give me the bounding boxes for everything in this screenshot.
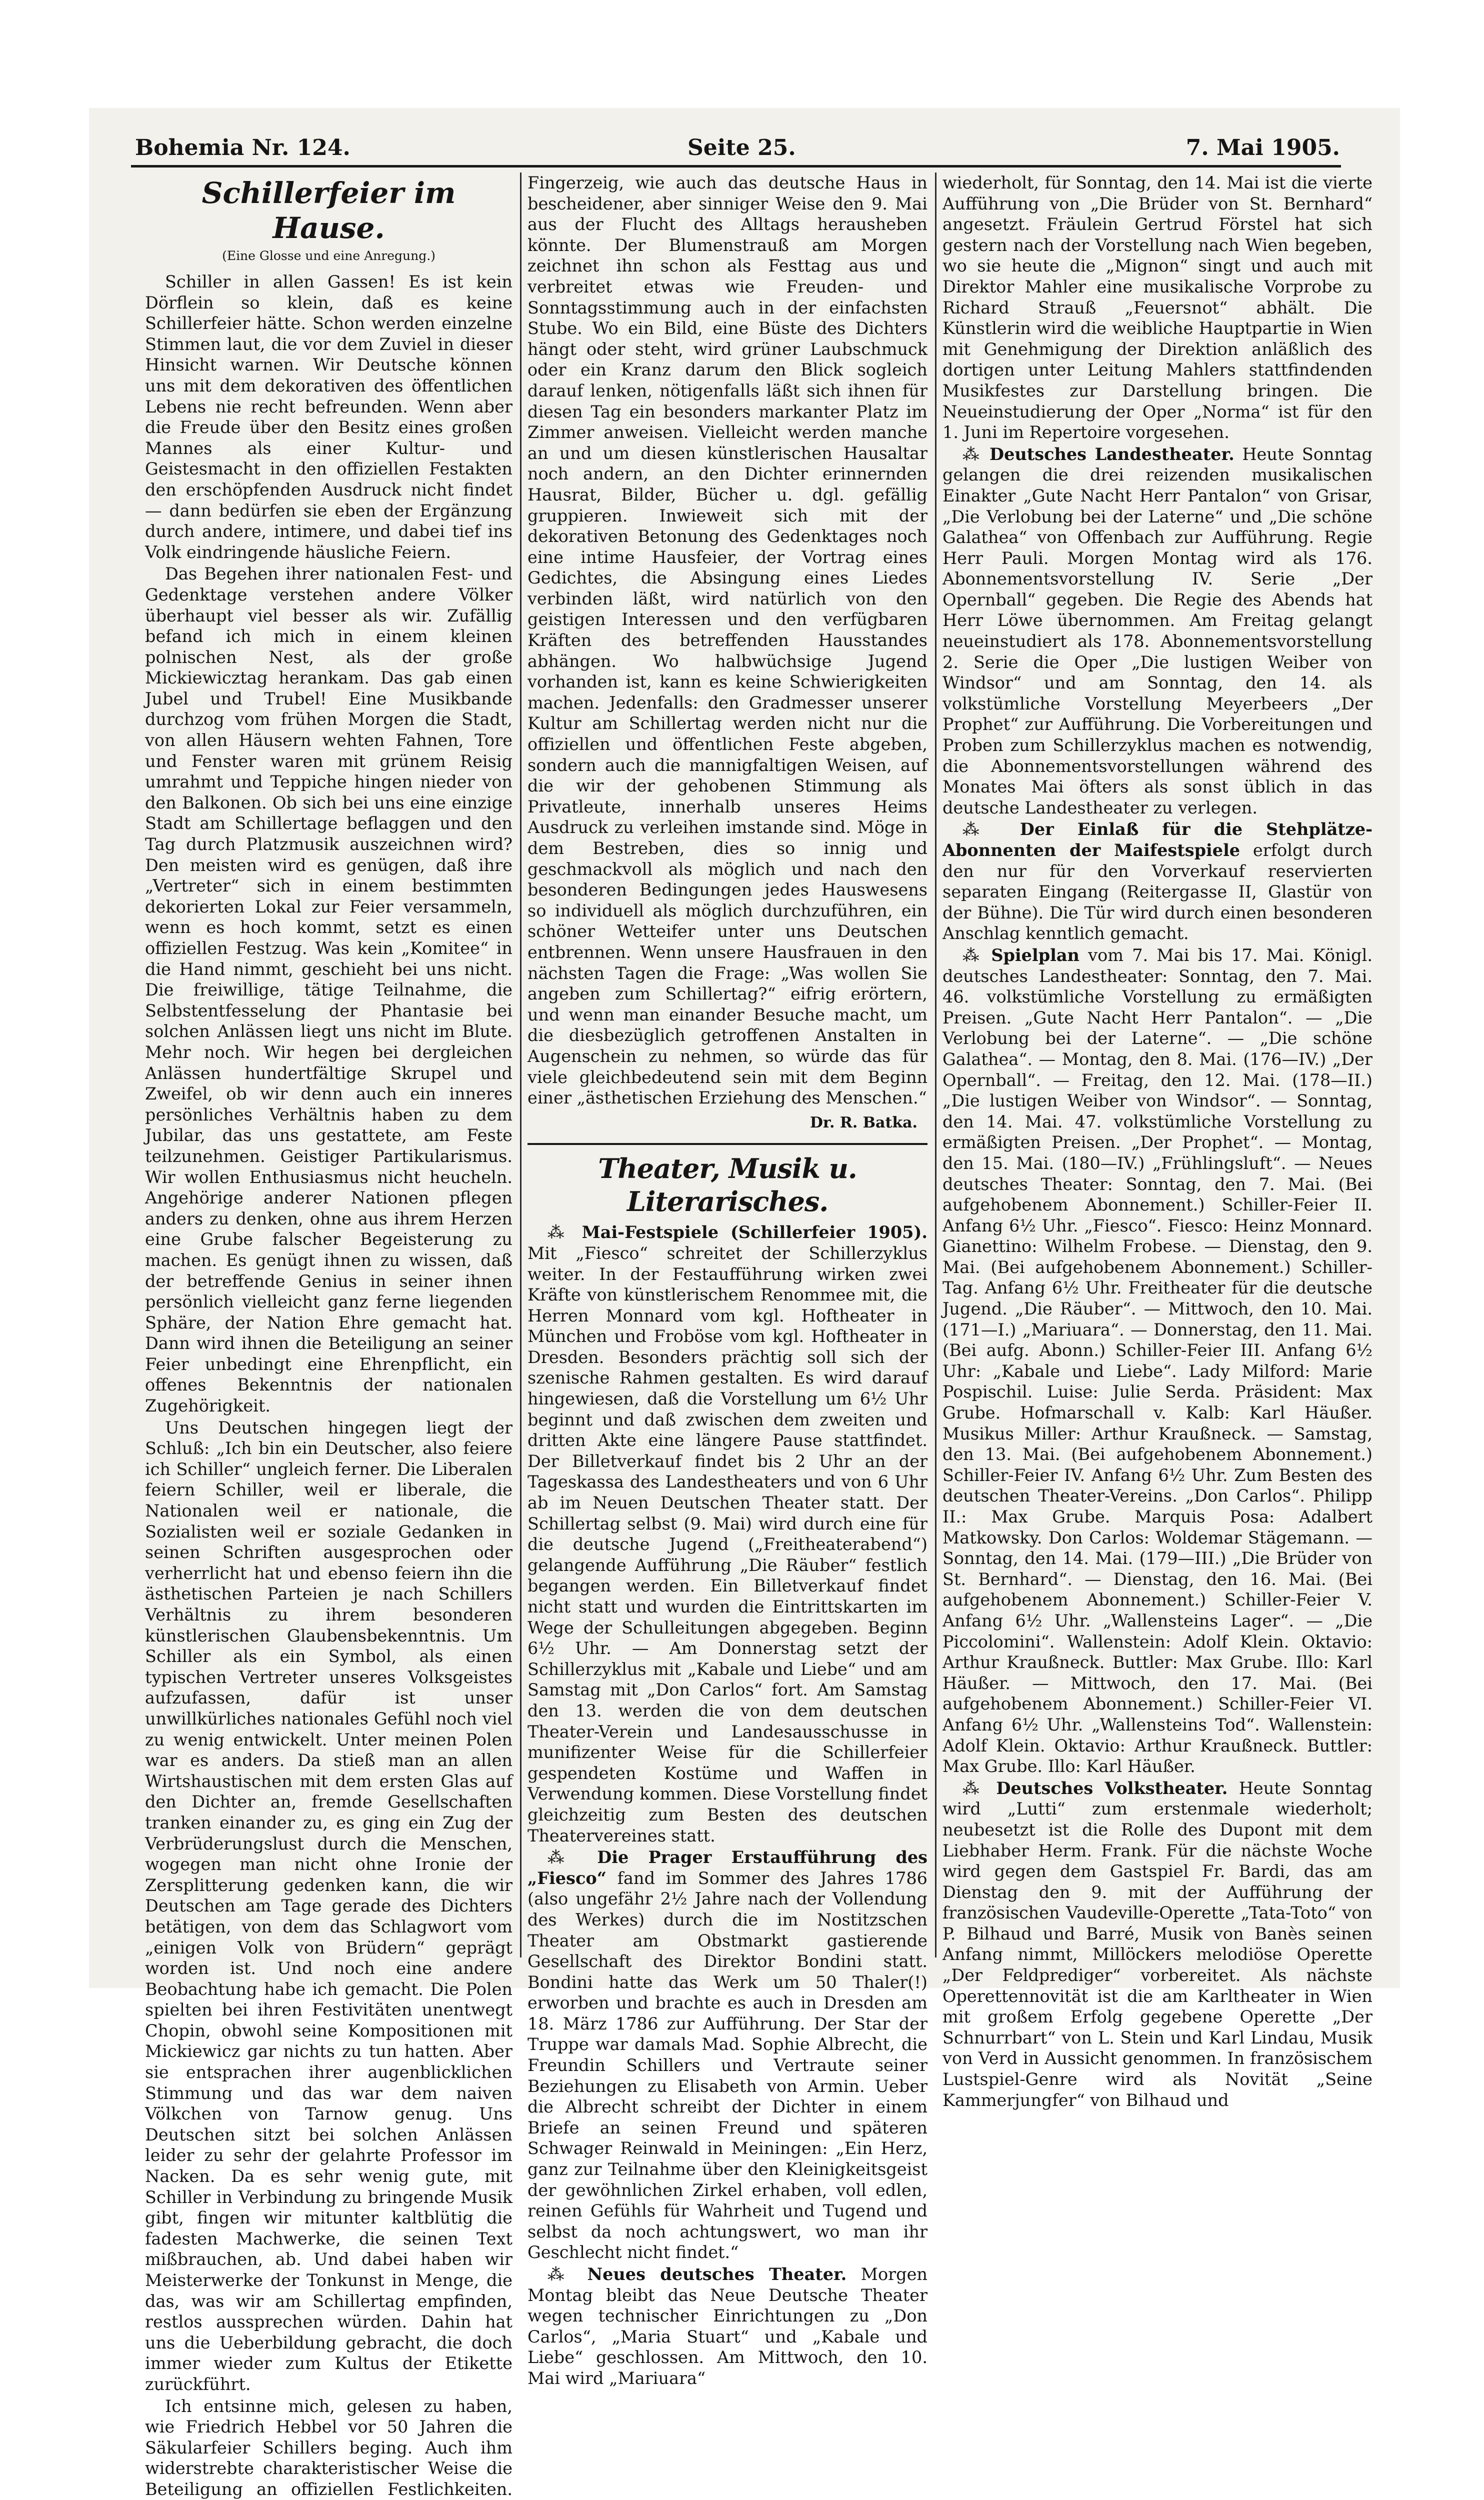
paragraph: Fingerzeig, wie auch das deutsche Haus in bescheidener, aber sinniger Weise den 9. Mai aus der Flucht des Alltags herausheben könnte. Der Blumenstrauß am Morgen zeichnet ihn schon als Festtag aus und verbreitet etwas wie Freuden- und Sonntagsstimmung auch in der einfachsten Stube. Wo ein Bild, eine Büste des Dichters hängt oder steht, wird grüner Laubschmuck oder ein Kranz darum den Blick sogleich darauf lenken, nötigenfalls läßt sich ihnen für diesen Tag ein besonders markanter Platz im Zimmer anweisen. Vielleicht werden manche an und um diesen künstlerischen Hausaltar noch andern, an den Dichter erinnernden Hausrat, Bilder, Bücher u. dgl. gefällig gruppieren. Inwieweit sich mit der dekorativen Betonung des Gedenktages noch eine intime Hausfeier, der Vortrag eines Gedichtes, die Absingung eines Liedes verbinden läßt, wird natürlich von den geistigen Interessen und den verfügbaren Kräften des betreffenden Hausstandes abhängen. Wo halbwüchsige Jugend vorhanden ist, kann es keine Schwierigkeiten machen. Jedenfalls: den Gradmesser unserer Kultur am Schillertag werden nicht nur die offiziellen und öffentlichen Feste abgeben, sondern auch die mannigfaltigen Weisen, auf die wir der gehobenen Stimmung als Privatleute, innerhalb unseres Heims Ausdruck zu verleihen imstande sind. Möge in dem Bestreben, dies so innig und geschmackvoll als möglich und nach den besonderen Bedingungen jedes Hauswesens so individuell als möglich durchzuführen, ein schöner Wetteifer unter uns Deutschen entbrennen. Wenn unsere Hausfrauen in den nächsten Tagen die Frage: „Was wollen Sie angeben zum Schillertag?“ eifrig erörtern, und wenn man einander Besuche macht, um die diesbezüglich getroffenen Anstalten in Augenschein zu nehmen, so würde das für viele gleichbedeutend sein mit dem Beginn einer „ästhetischen Erziehung des Menschen.“: [528, 173, 928, 1108]
news-item: ⁂ Die Prager Erstaufführung des „Fiesco“ fand im Sommer des Jahres 1786 (also ungefähr 2½ Jahre nach der Vollendung des Werkes) durch die im Nostitzschen Theater am Obstmarkt gastierende Gesellschaft des Direktor Bondini statt. Bondini hatte das Werk um 50 Thaler(!) erworben und brachte es auch in Dresden am 18. März 1786 zur Aufführung. Der Star der Truppe war damals Mad. Sophie Albrecht, die Freundin Schillers und Vertraute seiner Beziehungen zu Elisabeth von Armin. Ueber die Albrecht schreibt der Dichter in einem Briefe an seinen Freund und späteren Schwager Reinwald in Meiningen: „Ein Herz, ganz zur Teilnahme über den Kleinigkeitsgeist der gewöhnlichen Zirkel erhaben, voll edlen, reinen Gefühls für Wahrheit und Tugend und selbst da noch achtungswert, wo man ihr Geschlecht nicht findet.“: [528, 1848, 928, 2262]
author-signature: Dr. R. Batka.: [810, 1114, 918, 1132]
page-header: [135, 131, 1340, 166]
news-item-text: erfolgt durch den nur für den Vorverkauf reservierten separaten Eingang (Reitergasse II, Glastür von der Bühne). Die Tür wird durch einen besonderen Anschlag kenntlich gemacht.: [942, 840, 1373, 944]
news-item: ⁂ Deutsches Landestheater. Heute Sonntag gelangen die drei reizenden musikalischen Einakter „Gute Nacht Herr Pantalon“ von Grisar, „Die Verlobung bei der Laterne“ und „Die schöne Galathea“ von Offenbach zur Aufführung. Regie Herr Pauli. Morgen Montag wird als 176. Abonnementsvorstellung IV. Serie „Der Opernball“ gegeben. Die Regie des Abends hat Herr Löwe übernommen. Am Freitag gelangt neueinstudiert als 178. Abonnementsvorstellung 2. Serie die Oper „Die lustigen Weiber von Windsor“ und am Sonntag, den 14. als volkstümliche Vorstellung Meyerbeers „Der Prophet“ zur Aufführung. Die Vorbereitungen und Proben zum Schillerzyklus machen es notwendig, die Abonnementsvorstellungen während des Monates Mai öfters als sonst üblich in das deutsche Landestheater zu verlegen.: [942, 444, 1372, 818]
news-item: ⁂ Der Einlaß für die Stehplätze-Abonnenten der Maifestspiele erfolgt durch den nur für den Vorverkauf reservierten separaten Eingang (Reitergasse II, Glastür von der Bühne). Die Tür wird durch einen besonderen Anschlag kenntlich gemacht.: [942, 820, 1373, 944]
news-item-text: Morgen Montag bleibt das Neue Deutsche Theater wegen technischer Einrichtungen zu „Don Carlos“, „Maria Stuart“ und „Kabale und Liebe“ geschlossen. Am Mittwoch, den 10. Mai wird „Mariuara“: [528, 2264, 928, 2388]
news-item-head: Deutsches Volkstheater.: [996, 1778, 1228, 1798]
news-item-text: Mit „Fiesco“ schreitet der Schillerzyklus weiter. In der Festaufführung wirken zwei Kräfte von künstlerischem Renommee mit, die Herren Monnard vom kgl. Hoftheater in München und Froböse vom kgl. Hoftheater in Dresden. Besonders prächtig soll sich der szenische Rahmen gestalten. Es wird darauf hingewiesen, daß die Vorstellung um 6½ Uhr beginnt und daß zwischen dem zweiten und dritten Akte eine längere Pause stattfindet. Der Billetverkauf findet bis 2 Uhr an der Tageskassa des Landestheaters und von 6 Uhr ab im Neuen Deutschen Theater statt. Der Schillertag selbst (9. Mai) wird durch eine für die deutsche Jugend („Freitheaterabend“) gelangende Aufführung „Die Räuber“ festlich begangen werden. Ein Billetverkauf findet nicht statt und wurden die Eintrittskarten im Wege der Schulleitungen abgegeben. Beginn 6½ Uhr. — Am Donnerstag setzt der Schillerzyklus mit „Kabale und Liebe“ und am Samstag mit „Don Carlos“ fort. Am Samstag den 13. werden die von dem deutschen Theater-Verein und Landesausschusse in munifizenter Weise für die Schillerfeier gespendeten Kostüme und Waffen in Verwendung kommen. Diese Vorstellung findet gleichzeitig zum Besten des deutschen Theatervereines statt.: [528, 1243, 928, 1846]
paragraph: Schiller in allen Gassen! Es ist kein Dörflein so klein, daß es keine Schillerfeier hätte. Schon werden einzelne Stimmen laut, die vor dem Zuviel in dieser Hinsicht warnen. Wir Deutsche können uns mit dem dekorativen des öffentlichen Lebens nie recht befreunden. Wenn aber die Freude über den Besitz eines großen Mannes als einer Kultur- und Geistesmacht in den offiziellen Festakten den erschöpfenden Ausdruck nicht findet — dann bedürfen sie eben der Ergänzung durch andere, intimere, und dabei tief ins Volk eindringende häusliche Feiern.: [145, 272, 512, 562]
paragraph: Das Begehen ihrer nationalen Fest- und Gedenktage verstehen andere Völker überhaupt viel besser als wir. Zufällig befand ich mich in einem kleinen polnischen Nest, als der große Mickiewicztag herankam. Das gab einen Jubel und Trubel! Eine Musikbande durchzog vom frühen Morgen die Stadt, von allen Häusern wehten Fahnen, Tore und Fenster waren mit grünem Reisig umrahmt und Teppiche hingen nieder von den Balkonen. Ob sich bei uns eine einzige Stadt am Schillertage beflaggen und den Tag durch Platzmusik auszeichnen wird? Den meisten wird es genügen, daß ihre „Vertreter“ sich in einem bestimmten dekorierten Lokal zur Feier versammeln, wenn es hoch kommt, setzt es einen offiziellen Festzug. Was kein „Komitee“ in die Hand nimmt, geschieht bei uns nicht. Die freiwillige, tätige Teilnahme, die Selbstentfesselung der Phantasie bei solchen Anlässen liegt uns nicht im Blute. Mehr noch. Wir hegen bei dergleichen Anlässen hundertfältige Skrupel und Zweifel, ob wir denn auch ein inneres persönliches Verhältnis haben zu dem Jubilar, das uns gestattete, am Feste teilzunehmen. Geistiger Partikularismus. Wir wollen Enthusiasmus nicht heucheln. Angehörige anderer Nationen pflegen anders zu denken, ohne aus ihrem Herzen eine Grube falscher Begeisterung zu machen. Es genügt ihnen zu wissen, daß der betreffende Genius in seiner ihnen persönlich vielleicht ganz ferne liegenden Sphäre, der Nation Ehre gemacht hat. Dann wird ihnen die Beteiligung an seiner Feier unbedingt eine Ehrenpflicht, ein offenes Bekenntnis der nationalen Zugehörigkeit.: [145, 564, 512, 1416]
column-2: [528, 172, 928, 2388]
column-1: [145, 172, 512, 2499]
column-3: [942, 172, 1373, 2110]
news-item: ⁂ Neues deutsches Theater. Morgen Montag bleibt das Neue Deutsche Theater wegen technischer Einrichtungen zu „Don Carlos“, „Maria Stuart“ und „Kabale und Liebe“ geschlossen. Am Mittwoch, den 10. Mai wird „Mariuara“: [528, 2264, 928, 2388]
news-item: ⁂ Deutsches Volkstheater. Heute Sonntag wird „Lutti“ zum erstenmale wiederholt; neubesetzt ist die Rolle des Dupont mit dem Liebhaber Herm. Frank. Für die nächste Woche wird gegen dem Gastspiel Fr. Bardi, das am Dienstag den 9. mit der Aufführung der französischen Vaudeville-Operette „Tata-Toto“ von P. Bilhaud und Barré, Musik von Banès seinen Anfang nimmt, Millöckers melodiöse Operette „Der Feldprediger“ vorbereitet. Als nächste Operettennovität ist die am Karltheater in Wien mit großem Erfolg gegebene Operette „Der Schnurrbart“ von L. Stein und Karl Lindau, Musik von Verd in Aussicht genommen. In französischem Lustspiel-Genre wird als Novität „Seine Kammerjungfer“ von Bilhaud und: [942, 1778, 1372, 2110]
news-item-text: vom 7. Mai bis 17. Mai. Königl. deutsches Landestheater: Sonntag, den 7. Mai. 46. volkstümliche Vorstellung zu ermäßigten Preisen. „Gute Nacht Herr Pantalon“. — „Die Verlobung bei der Laterne“. — „Die schöne Galathea“. — Montag, den 8. Mai. (176—IV.) „Der Opernball“. — Freitag, den 12. Mai. (178—II.) „Die lustigen Weiber von Windsor“. — Sonntag, den 14. Mai. 47. volkstümliche Vorstellung zu ermäßigten Preisen. „Der Prophet“. — Montag, den 15. Mai. (180—IV.) „Frühlingsluft“. — Neues deutsches Theater: Sonntag, den 7. Mai. (Bei aufgehobenem Abonnement.) Schiller-Feier II. Anfang 6½ Uhr. „Fiesco“. Fiesco: Heinz Monnard. Gianettino: Wilhelm Frobese. — Dienstag, den 9. Mai. (Bei aufgehobenem Abonnement.) Schiller-Tag. Anfang 6½ Uhr. Freitheater für die deutsche Jugend. „Die Räuber“. — Mittwoch, den 10. Mai. (171—I.) „Mariuara“. — Donnerstag, den 11. Mai. (Bei aufg. Abonn.) Schiller-Feier III. Anfang 6½ Uhr: „Kabale und Liebe“. Lady Milford: Marie Pospischil. Luise: Julie Serda. Präsident: Max Grube. Hofmarschall v. Kalb: Karl Häußer. Musikus Miller: Arthur Kraußneck. — Samstag, den 13. Mai. (Bei aufgehobenem Abonnement.) Schiller-Feier IV. Anfang 6½ Uhr. Zum Besten des deutschen Theater-Vereins. „Don Carlos“. Philipp II.: Max Grube. Marquis Posa: Adalbert Matkowsky. Don Carlos: Woldemar Stägemann. — Sonntag, den 14. Mai. (179—III.) „Die Brüder von St. Bernhard“. — Dienstag, den 16. Mai. (Bei aufgehobenem Abonnement.) Schiller-Feier V. Anfang 6½ Uhr. „Wallensteins Lager“. — „Die Piccolomini“. Wallenstein: Adolf Klein. Oktavio: Arthur Kraußneck. Buttler: Max Grube. Illo: Karl Häußer. — Mittwoch, den 17. Mai. (Bei aufgehobenem Abonnement.) Schiller-Feier VI. Anfang 6½ Uhr. „Wallensteins Tod“. Wallenstein: Adolf Klein. Oktavio: Arthur Kraußneck. Buttler: Max Grube. Illo: Karl Häußer.: [942, 945, 1372, 1776]
page-number: Seite 25.: [688, 135, 796, 160]
column-divider-2: [935, 172, 936, 1958]
news-item: ⁂ Mai-Festspiele (Schillerfeier 1905). Mit „Fiesco“ schreitet der Schillerzyklus weiter. In der Festaufführung wirken zwei Kräfte von künstlerischem Renommee mit, die Herren Monnard vom kgl. Hoftheater in München und Froböse vom kgl. Hoftheater in Dresden. Besonders prächtig soll sich der szenische Rahmen gestalten. Es wird darauf hingewiesen, daß die Vorstellung um 6½ Uhr beginnt und daß zwischen dem zweiten und dritten Akte eine längere Pause stattfindet. Der Billetverkauf findet bis 2 Uhr an der Tageskassa des Landestheaters und von 6 Uhr ab im Neuen Deutschen Theater statt. Der Schillertag selbst (9. Mai) wird durch eine für die deutsche Jugend („Freitheaterabend“) gelangende Aufführung „Die Räuber“ festlich begangen werden. Ein Billetverkauf findet nicht statt und wurden die Eintrittskarten im Wege der Schulleitungen abgegeben. Beginn 6½ Uhr. — Am Donnerstag setzt der Schillerzyklus mit „Kabale und Liebe“ und am Samstag mit „Don Carlos“ fort. Am Samstag den 13. werden die von dem deutschen Theater-Verein und Landesausschusse in munifizenter Weise für die Schillerfeier gespendeten Kostüme und Waffen in Verwendung kommen. Diese Vorstellung findet gleichzeitig zum Besten des deutschen Theatervereines statt.: [528, 1222, 928, 1846]
masthead-issue: Bohemia Nr. 124.: [135, 135, 350, 160]
header-rule: [131, 165, 1341, 168]
news-item-head: Deutsches Landestheater.: [990, 444, 1234, 464]
news-item-head: Mai-Festspiele (Schillerfeier 1905).: [582, 1222, 928, 1242]
article-title: Schillerfeier im Hause.: [202, 176, 456, 245]
issue-date: 7. Mai 1905.: [1186, 135, 1340, 160]
news-item-text: fand im Sommer des Jahres 1786 (also ungefähr 2½ Jahre nach der Vollendung des Werkes) durch die im Nostitzschen Theater am Obstmarkt gastierende Gesellschaft des Direktor Bondini statt. Bondini hatte das Werk um 50 Thaler(!) erworben und brachte es auch in Dresden am 18. März 1786 zur Aufführung. Der Star der Truppe war damals Mad. Sophie Albrecht, die Freundin Schillers und Vertraute seiner Beziehungen zu Elisabeth von Armin. Ueber die Albrecht schreibt der Dichter in einem Briefe an seinen Freund und späteren Schwager Reinwald in Meiningen: „Ein Herz, ganz zur Teilnahme über den Kleinigkeitsgeist der gewöhnlichen Zirkel erhaben, voll edlen, reinen Gefühls für Wahrheit und Tugend und selbst da noch achtungswert, wo man ihr Geschlecht nicht findet.“: [528, 1868, 928, 2262]
news-item-text: Heute Sonntag wird „Lutti“ zum erstenmale wiederholt; neubesetzt ist die Rolle des Dupont mit dem Liebhaber Herm. Frank. Für die nächste Woche wird gegen dem Gastspiel Fr. Bardi, das am Dienstag den 9. mit der Aufführung der französischen Vaudeville-Operette „Tata-Toto“ von P. Bilhaud und Barré, Musik von Banès seinen Anfang nimmt, Millöckers melodiöse Operette „Der Feldprediger“ vorbereitet. Als nächste Operettennovität ist die am Karltheater in Wien mit großem Erfolg gegebene Operette „Der Schnurrbart“ von L. Stein und Karl Lindau, Musik von Verd in Aussicht genommen. In französischem Lustspiel-Genre wird als Novität „Seine Kammerjungfer“ von Bilhaud und: [942, 1778, 1372, 2110]
paragraph: Uns Deutschen hingegen liegt der Schluß: „Ich bin ein Deutscher, also feiere ich Schiller“ ungleich ferner. Die Liberalen feiern Schiller, weil er liberale, die Nationalen weil er nationale, die Sozialisten weil er soziale Gedanken in seinen Schriften ausgesprochen oder verherrlicht hat und ebenso feiern ihn die ästhetischen Parteien je nach Schillers Verhältnis zu ihrem besonderen künstlerischen Glaubensbekenntnis. Um Schiller als ein Symbol, als einen typischen Vertreter unseres Volksgeistes aufzufassen, dafür ist unser unwillkürliches nationales Gefühl noch viel zu wenig entwickelt. Unter meinen Polen war es anders. Da stieß man an allen Wirtshaustischen mit dem ersten Glas auf den Dichter an, fremde Gesellschaften tranken einander zu, es ging ein Zug der Verbrüderungslust durch die Menschen, wogegen man nicht ohne Ironie der Zersplitterung gedenken kann, die wir Deutschen am Tage gerade des Dichters betätigen, von dem das Schlagwort vom „einigen Volk von Brüdern“ geprägt worden ist. Und noch eine andere Beobachtung habe ich gemacht. Die Polen spielten bei ihren Festivitäten unentwegt Chopin, obwohl seine Kompositionen mit Mickiewicz gar nichts zu tun hatten. Aber sie entsprachen ihrer augenblicklichen Stimmung und das war dem naiven Völkchen von Tarnow genug. Uns Deutschen sitzt bei solchen Anlässen leider zu sehr der gelahrte Professor im Nacken. Da es sehr wenig gute, mit Schiller in Verbindung zu bringende Musik gibt, fingen wir mitunter kaltblütig die fadesten Machwerke, die seinen Text mißbrauchen, ab. Und dabei haben wir Meisterwerke der Tonkunst in Menge, die das, was wir am Schillertag empfinden, restlos aussprechen würden. Dahin hat uns die Ueberbildung gebracht, die doch immer wieder zum Kultus der Etikette zurückführt.: [145, 1418, 512, 2394]
news-item-head: Neues deutsches Theater.: [587, 2264, 847, 2284]
news-item: ⁂ Spielplan vom 7. Mai bis 17. Mai. Königl. deutsches Landestheater: Sonntag, den 7. Mai. 46. volkstümliche Vorstellung zu ermäßigten Preisen. „Gute Nacht Herr Pantalon“. — „Die Verlobung bei der Laterne“. — „Die schöne Galathea“. — Montag, den 8. Mai. (176—IV.) „Der Opernball“. — Freitag, den 12. Mai. (178—II.) „Die lustigen Weiber von Windsor“. — Sonntag, den 14. Mai. 47. volkstümliche Vorstellung zu ermäßigten Preisen. „Der Prophet“. — Montag, den 15. Mai. (180—IV.) „Frühlingsluft“. — Neues deutsches Theater: Sonntag, den 7. Mai. (Bei aufgehobenem Abonnement.) Schiller-Feier II. Anfang 6½ Uhr. „Fiesco“. Fiesco: Heinz Monnard. Gianettino: Wilhelm Frobese. — Dienstag, den 9. Mai. (Bei aufgehobenem Abonnement.) Schiller-Tag. Anfang 6½ Uhr. Freitheater für die deutsche Jugend. „Die Räuber“. — Mittwoch, den 10. Mai. (171—I.) „Mariuara“. — Donnerstag, den 11. Mai. (Bei aufg. Abonn.) Schiller-Feier III. Anfang 6½ Uhr: „Kabale und Liebe“. Lady Milford: Marie Pospischil. Luise: Julie Serda. Präsident: Max Grube. Hofmarschall v. Kalb: Karl Häußer. Musikus Miller: Arthur Kraußneck. — Samstag, den 13. Mai. (Bei aufgehobenem Abonnement.) Schiller-Feier IV. Anfang 6½ Uhr. Zum Besten des deutschen Theater-Vereins. „Don Carlos“. Philipp II.: Max Grube. Marquis Posa: Adalbert Matkowsky. Don Carlos: Woldemar Stägemann. — Sonntag, den 14. Mai. (179—III.) „Die Brüder von St. Bernhard“. — Dienstag, den 16. Mai. (Bei aufgehobenem Abonnement.) Schiller-Feier V. Anfang 6½ Uhr. „Wallensteins Lager“. — „Die Piccolomini“. Wallenstein: Adolf Klein. Oktavio: Arthur Kraußneck. Buttler: Max Grube. Illo: Karl Häußer. — Mittwoch, den 17. Mai. (Bei aufgehobenem Abonnement.) Schiller-Feier VI. Anfang 6½ Uhr. „Wallensteins Tod“. Wallenstein: Adolf Klein. Oktavio: Arthur Kraußneck. Buttler: Max Grube. Illo: Karl Häußer.: [942, 945, 1372, 1776]
news-item-text: wiederholt, für Sonntag, den 14. Mai ist die vierte Aufführung von „Die Brüder von St. Bernhard“ angesetzt. Fräulein Gertrud Förstel hat sich gestern nach der Vorstellung nach Wien begeben, wo sie heute die „Mignon“ singt und auch mit Direktor Mahler eine musikalische Vorprobe zu Richard Strauß „Feuersnot“ abhält. Die Künstlerin wird die weibliche Hauptpartie in Wien mit Genehmigung der Direktion anläßlich des dortigen unter Leitung Mahlers stattfindenden Musikfestes zur Darstellung bringen. Die Neueinstudierung der Oper „Norma“ ist für den 1. Juni im Repertoire vorgesehen.: [942, 173, 1372, 442]
news-item-text: Heute Sonntag gelangen die drei reizenden musikalischen Einakter „Gute Nacht Herr Pantalon“ von Grisar, „Die Verlobung bei der Laterne“ und „Die schöne Galathea“ von Offenbach zur Aufführung. Regie Herr Pauli. Morgen Montag wird als 176. Abonnementsvorstellung IV. Serie „Der Opernball“ gegeben. Die Regie des Abends hat Herr Löwe übernommen. Am Freitag gelangt neueinstudiert als 178. Abonnementsvorstellung 2. Serie die Oper „Die lustigen Weiber von Windsor“ und am Sonntag, den 14. als volkstümliche Vorstellung Meyerbeers „Der Prophet“ zur Aufführung. Die Vorbereitungen und Proben zum Schillerzyklus machen es notwendig, die Abonnementsvorstellungen während des Monates Mai öfters als sonst üblich in das deutsche Landestheater zu verlegen.: [942, 444, 1372, 818]
news-item: [942, 172, 1372, 443]
news-item-head: Die Prager Erstaufführung des „Fiesco“: [528, 1848, 928, 1888]
column-divider-1: [520, 172, 522, 1958]
news-item-head: Der Einlaß für die Stehplätze-Abonnenten der Maifestspiele: [942, 820, 1372, 860]
article-subtitle: (Eine Glosse und eine Anregung.): [222, 248, 436, 263]
section-title: Theater, Musik u. Literarisches.: [598, 1152, 857, 1218]
paragraph: Ich entsinne mich, gelesen zu haben, wie Friedrich Hebbel vor 50 Jahren die Säkularfeier Schillers beging. Auch ihm widerstrebte charakteristischer Weise die Beteiligung an offiziellen Festlichkeiten.: [145, 2396, 512, 2499]
section-rule: [528, 1143, 928, 1145]
news-item-head: Spielplan: [991, 945, 1080, 965]
